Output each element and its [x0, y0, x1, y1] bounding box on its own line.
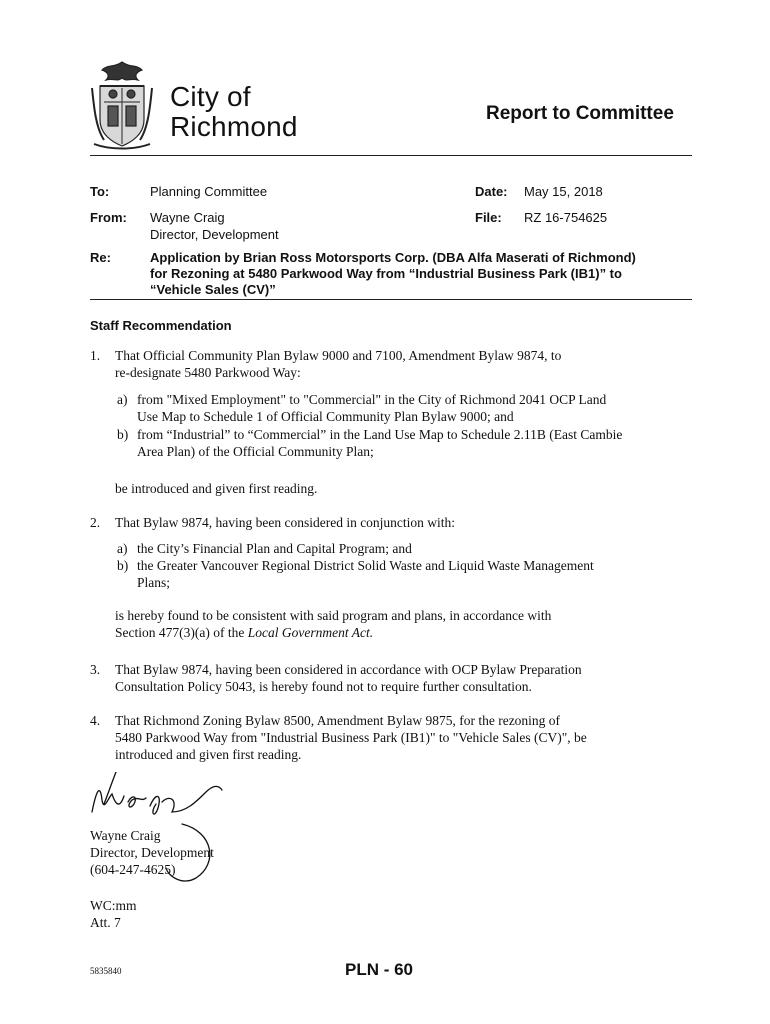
signatory-phone: (604-247-4625): [90, 862, 176, 877]
from-name: Wayne Craig: [150, 210, 225, 225]
item1-b-line2: Area Plan) of the Official Community Plan;: [137, 444, 374, 459]
from-title: Director, Development: [150, 227, 279, 242]
author-initials: WC:mm: [90, 898, 137, 913]
city-name-line1: City of: [170, 81, 251, 112]
item2-closing-line2: [115, 624, 373, 641]
item4-line2: 5480 Parkwood Way from "Industrial Business Park (IB1)" to "Vehicle Sales (CV)", be: [115, 730, 587, 745]
item2-b-letter: b): [117, 558, 129, 573]
item4-line1: That Richmond Zoning Bylaw 8500, Amendment Bylaw 9875, for the rezoning of: [115, 713, 561, 728]
report-title: Report to Committee: [486, 103, 674, 124]
file-value: RZ 16-754625: [524, 210, 608, 225]
item1-number: 1.: [90, 348, 101, 363]
item3-line2: Consultation Policy 5043, is hereby found not to require further consultation.: [115, 679, 532, 694]
city-name: [170, 82, 298, 142]
staff-recommendation-heading: Staff Recommendation: [90, 318, 232, 333]
item4-number: 4.: [90, 713, 101, 728]
header-divider: [90, 155, 692, 156]
re-label: Re:: [90, 250, 111, 265]
item1-b-line1: from “Industrial” to “Commercial” in the Land Use Map to Schedule 2.11B (East Cambie: [137, 427, 623, 442]
date-value: May 15, 2018: [524, 184, 603, 199]
date-label: Date:: [475, 184, 508, 199]
file-label: File:: [475, 210, 502, 225]
item2-number: 2.: [90, 515, 101, 530]
city-name-line2: Richmond: [170, 111, 298, 142]
item1-b-letter: b): [117, 427, 129, 442]
re-line3: “Vehicle Sales (CV)”: [150, 282, 276, 297]
item1-line1: That Official Community Plan Bylaw 9000 and 7100, Amendment Bylaw 9874, to: [115, 348, 562, 363]
item1-line2: re-designate 5480 Parkwood Way:: [115, 365, 301, 380]
item3-number: 3.: [90, 662, 101, 677]
city-crest-logo: [90, 58, 154, 150]
item2-closing-line2-pre: Section 477(3)(a) of the: [115, 625, 248, 640]
to-value: Planning Committee: [150, 184, 268, 199]
from-label: From:: [90, 210, 127, 225]
item1-a-line2: Use Map to Schedule 1 of Official Community Plan Bylaw 9000; and: [137, 409, 514, 424]
re-subject: [150, 250, 695, 298]
document-number: 5835840: [90, 966, 122, 976]
item1-closing: be introduced and given first reading.: [115, 481, 318, 496]
re-line2: for Rezoning at 5480 Parkwood Way from “Industrial Business Park (IB1)” to: [150, 266, 622, 281]
re-divider: [90, 299, 692, 300]
signatory-title: Director, Development: [90, 845, 214, 860]
item2-b-line1: the Greater Vancouver Regional District Solid Waste and Liquid Waste Management: [137, 558, 594, 573]
item4-line3: introduced and given first reading.: [115, 747, 302, 762]
item1-a-letter: a): [117, 392, 128, 407]
signatory-name: Wayne Craig: [90, 828, 161, 843]
item2-a-letter: a): [117, 541, 128, 556]
page-code: PLN - 60: [345, 960, 414, 979]
item3-line1: That Bylaw 9874, having been considered in accordance with OCP Bylaw Preparation: [115, 662, 582, 677]
item2-a-line1: the City’s Financial Plan and Capital Program; and: [137, 541, 412, 556]
re-line1: Application by Brian Ross Motorsports Corp. (DBA Alfa Maserati of Richmond): [150, 250, 636, 265]
attachments-count: Att. 7: [90, 915, 121, 930]
item2-closing-line1: is hereby found to be consistent with said program and plans, in accordance with: [115, 608, 552, 623]
item2-closing-act-title: Local Government Act.: [247, 625, 374, 640]
item1-a-line1: from "Mixed Employment" to "Commercial" in the City of Richmond 2041 OCP Land: [137, 392, 607, 407]
to-label: To:: [90, 184, 110, 199]
item2-b-line2: Plans;: [137, 575, 171, 590]
item2-line1: That Bylaw 9874, having been considered in conjunction with:: [115, 515, 456, 530]
